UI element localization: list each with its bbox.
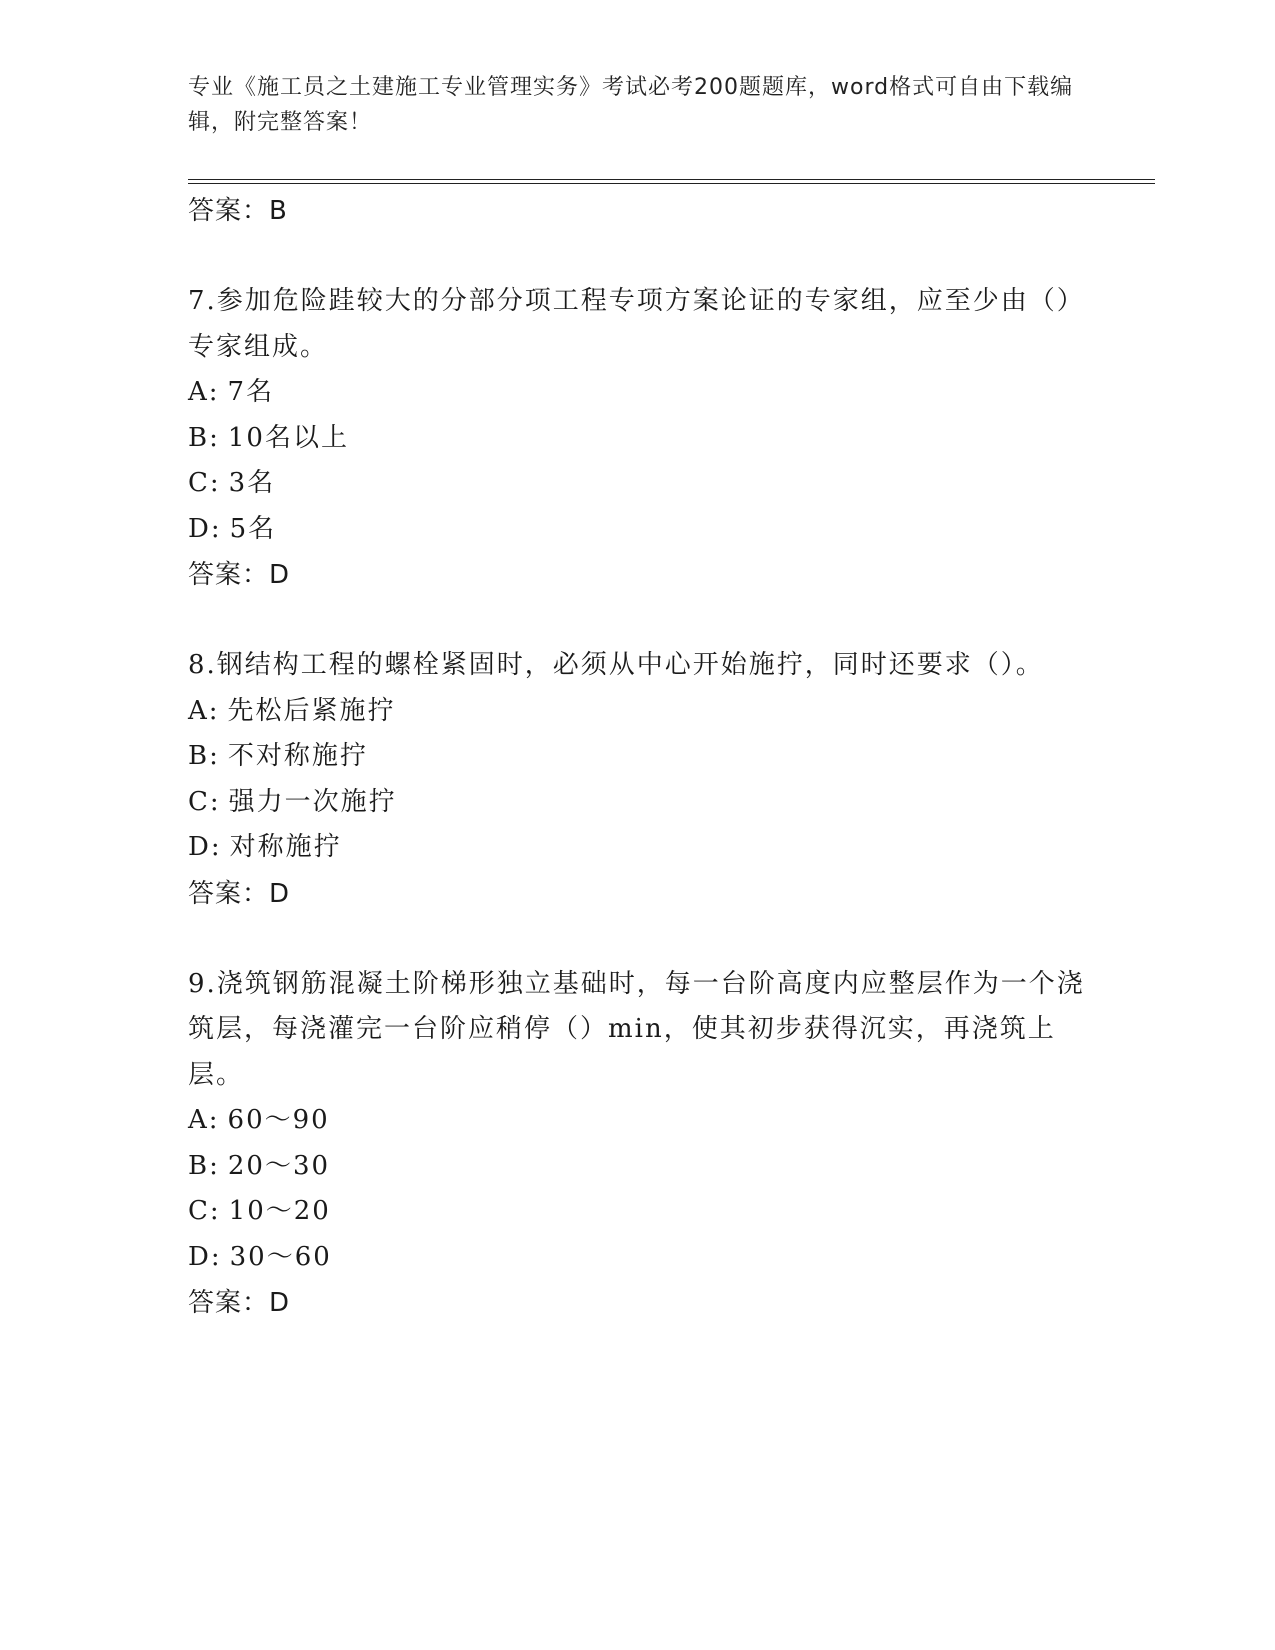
question-9 — [188, 962, 1088, 1327]
option-letter: A: — [188, 377, 220, 407]
document-body — [188, 188, 1088, 1326]
option-letter: B: — [188, 741, 220, 771]
option-text: 60～90 — [227, 1105, 330, 1135]
option-letter: C: — [188, 1196, 221, 1226]
option-d — [188, 825, 1088, 871]
option-text: 30～60 — [229, 1241, 332, 1272]
header-rule-top — [188, 179, 1155, 180]
option-letter: D: — [188, 513, 222, 544]
option-text: 10名以上 — [227, 422, 349, 453]
option-text: 不对称施拧 — [227, 741, 368, 771]
option-a — [188, 370, 1088, 416]
option-b — [188, 734, 1088, 780]
question-answer: 答案：D — [188, 1288, 291, 1318]
previous-answer: 答案：B — [188, 196, 288, 226]
option-text: 5名 — [229, 513, 277, 544]
question-7 — [188, 279, 1088, 598]
option-c — [188, 1189, 1088, 1235]
option-letter: B: — [188, 422, 220, 453]
question-answer: 答案：D — [188, 878, 291, 909]
question-8 — [188, 643, 1088, 917]
option-c — [188, 780, 1088, 826]
option-text: 3名 — [228, 468, 276, 498]
option-d — [188, 507, 1088, 553]
option-b — [188, 1144, 1088, 1190]
option-letter: A: — [188, 695, 220, 726]
option-text: 强力一次施拧 — [228, 786, 397, 817]
option-letter: A: — [188, 1105, 220, 1135]
option-text: 对称施拧 — [229, 832, 342, 862]
option-b — [188, 416, 1088, 462]
option-letter: D: — [188, 1241, 222, 1272]
option-letter: D: — [188, 832, 222, 862]
option-d — [188, 1235, 1088, 1281]
option-a — [188, 689, 1088, 735]
question-stem: 7.参加危险跬较大的分部分项工程专项方案论证的专家组，应至少由（）专家组成。 — [188, 286, 1085, 362]
question-stem: 8.钢结构工程的螺栓紧固时，必须从中心开始施拧，同时还要求（）。 — [188, 650, 1044, 680]
document-header: 专业《施工员之土建施工专业管理实务》考试必考200题题库，word格式可自由下载编辑，附完整答案！ — [188, 75, 1074, 135]
option-letter: C: — [188, 468, 221, 498]
question-stem: 9.浇筑钢筋混凝土阶梯形独立基础时，每一台阶高度内应整层作为一个浇筑层，每浇灌完一台阶应稍停（）min，使其初步获得沉实，再浇筑上层。 — [188, 968, 1085, 1090]
option-c — [188, 461, 1088, 507]
option-letter: C: — [188, 786, 221, 817]
question-answer: 答案：D — [188, 560, 291, 590]
option-text: 20～30 — [227, 1150, 331, 1181]
header-rule-bottom — [188, 183, 1155, 184]
option-text: 先松后紧施拧 — [227, 695, 396, 726]
option-text: 10～20 — [228, 1196, 331, 1226]
option-text: 7名 — [227, 377, 275, 407]
option-a — [188, 1098, 1088, 1144]
option-letter: B: — [188, 1150, 220, 1181]
